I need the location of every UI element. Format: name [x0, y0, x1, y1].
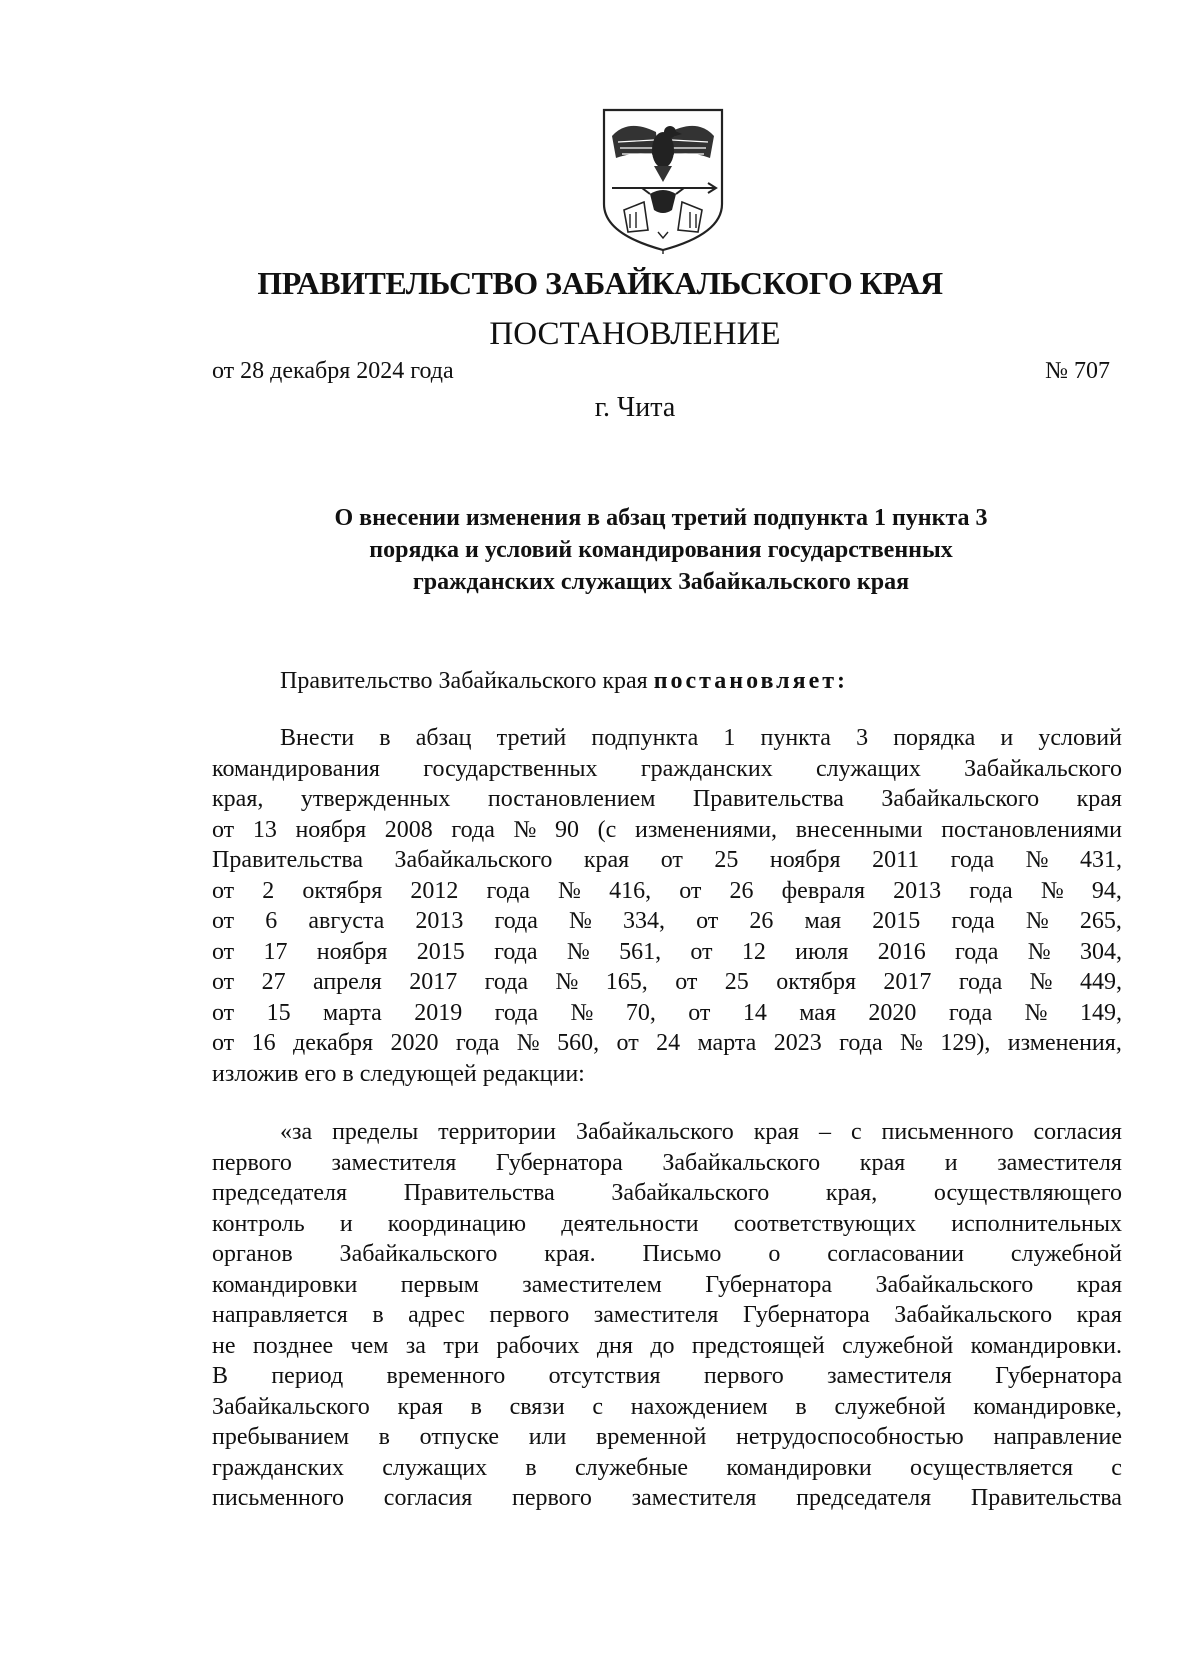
paragraph-line: командирования государственных гражданских служащих Забайкальского: [212, 755, 1122, 782]
paragraph-line: органов Забайкальского края. Письмо о согласовании служебной: [212, 1241, 1122, 1267]
paragraph-line: первого заместителя Губернатора Забайкальского края и заместителя: [212, 1149, 1122, 1176]
preamble-text: Правительство Забайкальского края: [280, 668, 648, 694]
paragraph-line: от 6 августа 2013 года № 334, от 26 мая 2015 года № 265,: [212, 908, 1122, 934]
paragraph-line: письменного согласия первого заместителя председателя Правительства: [212, 1485, 1122, 1511]
document-type: ПОСТАНОВЛЕНИЕ: [489, 316, 781, 352]
paragraph-1: [212, 723, 1122, 1089]
paragraph-line: от 2 октября 2012 года № 416, от 26 февраля 2013 года № 94,: [212, 877, 1122, 904]
subject-line: порядка и условий командирования государственных: [369, 537, 953, 563]
paragraph-line: от 15 марта 2019 года № 70, от 14 мая 2020 года № 149,: [212, 999, 1122, 1026]
document-subject: [212, 502, 1110, 598]
paragraph-line: пребыванием в отпуске или временной нетрудоспособностью направление: [212, 1424, 1122, 1450]
preamble: [280, 668, 848, 695]
preamble-resolves: постановляет:: [653, 668, 849, 694]
subject-line: О внесении изменения в абзац третий подпункта 1 пункта 3: [334, 505, 988, 531]
paragraph-line: «за пределы территории Забайкальского края – с письменного согласия: [280, 1119, 1122, 1145]
coat-of-arms-icon: [598, 106, 728, 254]
paragraph-line: от 17 ноября 2015 года № 561, от 12 июля 2016 года № 304,: [212, 938, 1122, 965]
paragraph-line: изложив его в следующей редакции:: [212, 1060, 585, 1087]
paragraph-2: [212, 1117, 1122, 1514]
document-city: г. Чита: [594, 392, 676, 423]
paragraph-line: не позднее чем за три рабочих дня до предстоящей служебной командировки.: [212, 1332, 1122, 1359]
paragraph-line: контроль и координацию деятельности соответствующих исполнительных: [212, 1210, 1122, 1237]
paragraph-line: гражданских служащих в служебные командировки осуществляется с: [212, 1454, 1122, 1481]
paragraph-line: Правительства Забайкальского края от 25 ноября 2011 года № 431,: [212, 847, 1122, 873]
government-title: ПРАВИТЕЛЬСТВО ЗАБАЙКАЛЬСКОГО КРАЯ: [257, 265, 943, 301]
paragraph-line: от 13 ноября 2008 года № 90 (с изменениями, внесенными постановлениями: [212, 816, 1122, 843]
paragraph-line: Внести в абзац третий подпункта 1 пункта 3 порядка и условий: [280, 725, 1122, 751]
paragraph-line: от 16 декабря 2020 года № 560, от 24 марта 2023 года № 129), изменения,: [212, 1030, 1122, 1056]
paragraph-line: Забайкальского края в связи с нахождением в служебной командировке,: [212, 1393, 1122, 1420]
paragraph-line: В период временного отсутствия первого заместителя Губернатора: [212, 1363, 1122, 1389]
paragraph-line: направляется в адрес первого заместителя Губернатора Забайкальского края: [212, 1302, 1122, 1328]
document-number: № 707: [1045, 358, 1110, 384]
paragraph-line: края, утвержденных постановлением Правительства Забайкальского края: [212, 786, 1122, 812]
paragraph-line: командировки первым заместителем Губернатора Забайкальского края: [212, 1271, 1122, 1298]
document-date: от 28 декабря 2024 года: [212, 358, 454, 384]
paragraph-line: от 27 апреля 2017 года № 165, от 25 октября 2017 года № 449,: [212, 969, 1122, 995]
paragraph-line: председателя Правительства Забайкальского края, осуществляющего: [212, 1180, 1122, 1206]
subject-line: гражданских служащих Забайкальского края: [412, 569, 910, 595]
